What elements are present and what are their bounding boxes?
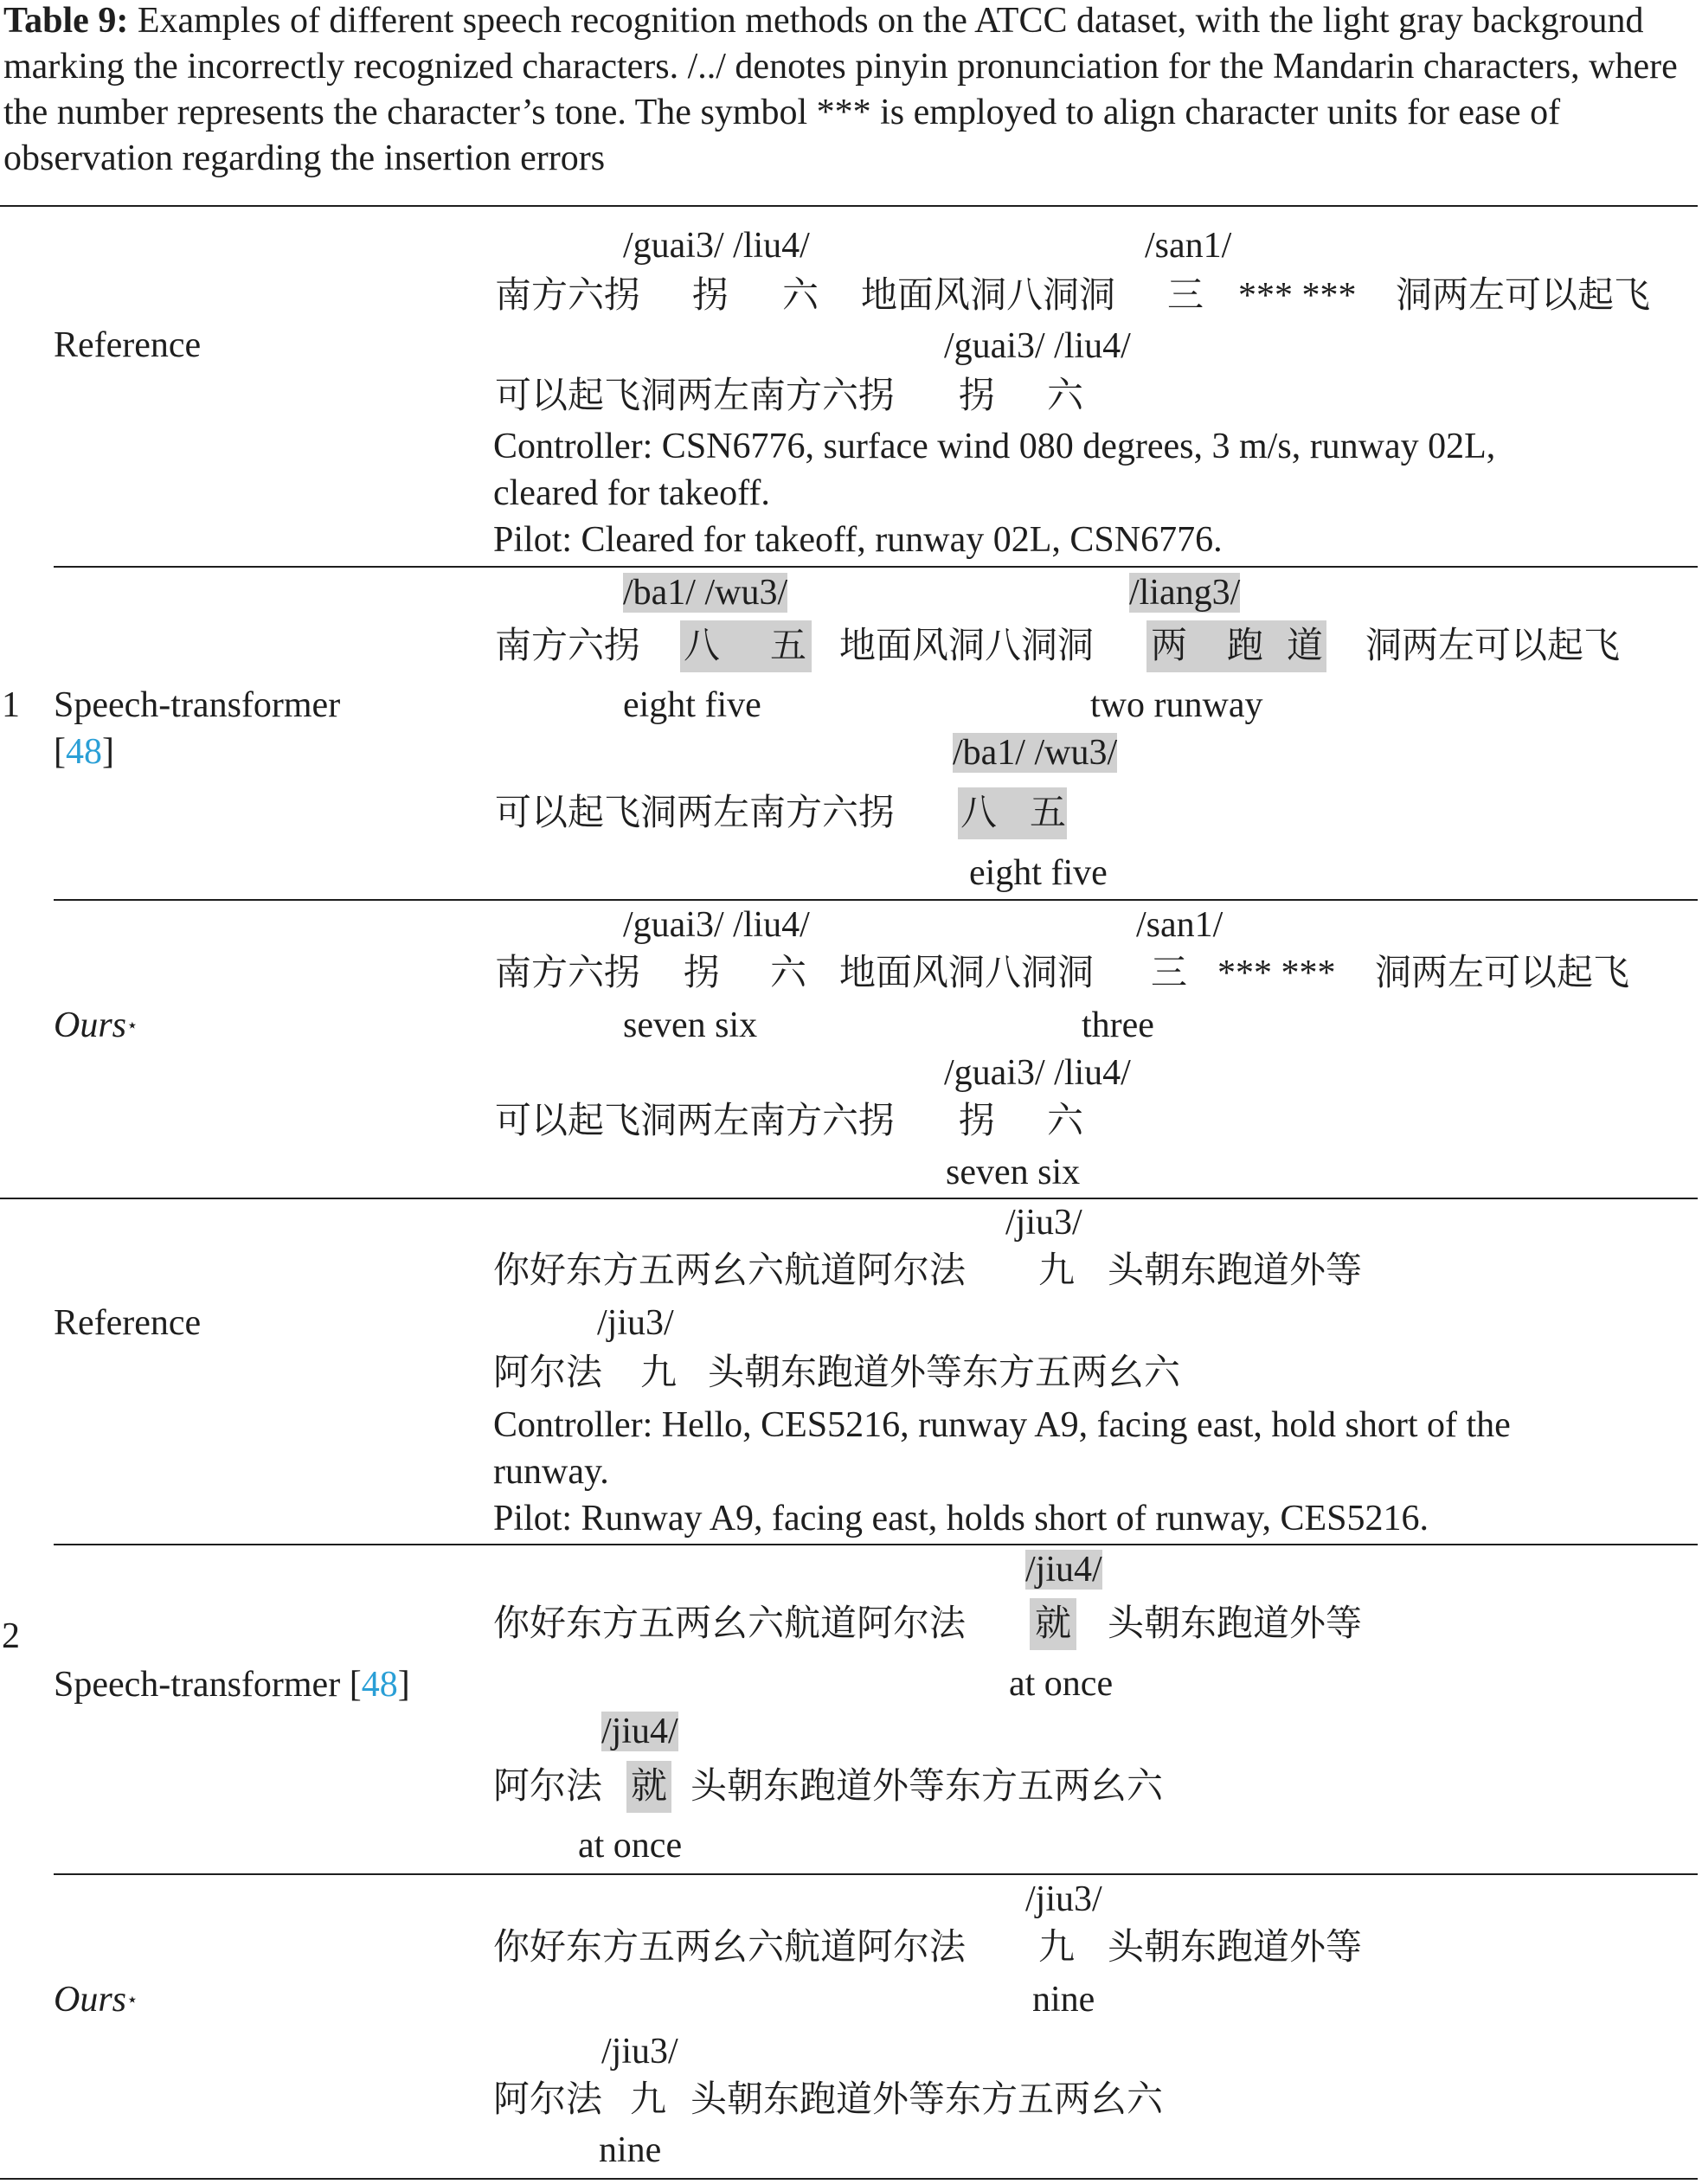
pinyin-error [601, 1710, 678, 1753]
pinyin: /guai3/ /liu4/ [623, 226, 810, 266]
table-bottom-rule [0, 2178, 1698, 2180]
group-number: 1 [2, 685, 20, 725]
english-gloss: nine [1032, 1980, 1095, 2020]
english-transcript: Pilot: Runway A9, facing east, holds short of runway, CES5216. [493, 1499, 1429, 1538]
error-highlight: /jiu4/ [601, 1712, 678, 1751]
mandarin-char-error: 就 [1035, 1604, 1072, 1644]
error-highlight: /liang3/ [1129, 573, 1241, 613]
mandarin-text: 南方六拐 [495, 954, 641, 993]
citation-link[interactable]: 48 [361, 1665, 398, 1705]
english-gloss: seven six [946, 1153, 1081, 1192]
mandarin-text: 头朝东跑道外等 [1108, 1604, 1363, 1644]
mandarin-text: 地面风洞八洞洞 [839, 954, 1095, 993]
mandarin-text: 洞两左可以起飞 [1396, 276, 1651, 316]
english-gloss: two runway [1090, 685, 1263, 725]
row-divider [54, 566, 1698, 568]
mandarin-char-error: 八 [684, 626, 721, 666]
mandarin-char-error: 两 [1151, 626, 1188, 666]
english-gloss: eight five [969, 853, 1108, 893]
mandarin-char: 三 [1151, 954, 1188, 993]
mandarin-char: 九 [630, 2080, 667, 2120]
mandarin-char-error: 五 [1030, 793, 1067, 833]
table-caption [3, 0, 1695, 182]
row-divider [54, 1873, 1698, 1875]
group-divider [0, 1198, 1698, 1199]
method-name: Speech-transformer [54, 1665, 341, 1705]
pinyin: /san1/ [1136, 905, 1224, 945]
mandarin-text: 可以起飞洞两左南方六拐 [495, 1102, 896, 1141]
mandarin-char-error: 就 [631, 1767, 668, 1807]
mandarin-char-error: 跑 [1227, 626, 1264, 666]
caption-text: Examples of different speech recognition methods on the ATCC dataset, with the light gray background marking the incorrectly recognized characters. /../ denotes pinyin pronunciation for the Mandarin characters, where the number represents the character’s tone. The symbol *** is employed to align character units for ease of observation regarding the insertion errors [3, 1, 1678, 178]
mandarin-text: 阿尔法 [493, 1353, 603, 1393]
mandarin-text: 可以起飞洞两左南方六拐 [495, 376, 896, 416]
pinyin: /jiu3/ [597, 1303, 674, 1343]
mandarin-text: 洞两左可以起飞 [1365, 626, 1621, 666]
mandarin-char-error: 道 [1287, 626, 1324, 666]
mandarin-text: 南方六拐 [495, 626, 641, 666]
group-number: 2 [2, 1616, 20, 1656]
english-transcript: Pilot: Cleared for takeoff, runway 02L, CSN6776. [493, 520, 1223, 560]
mandarin-char: 拐 [959, 376, 996, 416]
mandarin-text: 头朝东跑道外等东方五两幺六 [690, 2080, 1164, 2120]
english-transcript: runway. [493, 1452, 609, 1492]
mandarin-text: 头朝东跑道外等 [1108, 1928, 1363, 1968]
star-mark: ⋆ [126, 1988, 138, 2010]
english-transcript: Controller: Hello, CES5216, runway A9, facing east, hold short of the [493, 1405, 1511, 1445]
pinyin: /jiu3/ [1005, 1203, 1082, 1243]
mandarin-char: 三 [1167, 276, 1204, 316]
method-label-reference: Reference [54, 1303, 202, 1343]
mandarin-text: 阿尔法 [493, 1767, 603, 1807]
english-transcript: cleared for takeoff. [493, 473, 770, 513]
method-label-ours [54, 1978, 138, 2021]
mandarin-text: 你好东方五两幺六航道阿尔法 [493, 1604, 967, 1644]
mandarin-text: 南方六拐 [495, 276, 641, 316]
english-gloss: three [1082, 1005, 1154, 1045]
insertion-placeholder: *** *** [1238, 276, 1357, 316]
mandarin-char: 九 [640, 1353, 678, 1393]
english-gloss: at once [1009, 1664, 1114, 1704]
pinyin: /guai3/ /liu4/ [623, 905, 810, 945]
mandarin-char: 六 [1047, 1102, 1084, 1141]
pinyin-error [623, 571, 787, 614]
insertion-placeholder: *** *** [1217, 954, 1336, 993]
pinyin-error [1129, 571, 1240, 614]
citation-link[interactable]: 48 [66, 732, 102, 772]
method-label-speech-transformer [54, 684, 340, 727]
pinyin: /jiu3/ [601, 2032, 678, 2072]
method-name: Ours [54, 1980, 127, 2020]
mandarin-text: 可以起飞洞两左南方六拐 [495, 793, 896, 833]
mandarin-char-error: 五 [770, 626, 807, 666]
pinyin-error [953, 731, 1117, 774]
mandarin-text: 头朝东跑道外等东方五两幺六 [690, 1767, 1164, 1807]
mandarin-char-error: 八 [960, 793, 998, 833]
mandarin-char: 六 [782, 276, 819, 316]
pinyin: /guai3/ /liu4/ [944, 1053, 1131, 1093]
method-name: Speech-transformer [54, 685, 341, 725]
mandarin-char: 六 [770, 954, 807, 993]
mandarin-text: 头朝东跑道外等东方五两幺六 [708, 1353, 1181, 1393]
mandarin-text: 阿尔法 [493, 2080, 603, 2120]
mandarin-char: 拐 [959, 1102, 996, 1141]
mandarin-text: 头朝东跑道外等 [1108, 1251, 1363, 1291]
english-gloss: at once [578, 1826, 683, 1866]
mandarin-text: 你好东方五两幺六航道阿尔法 [493, 1928, 967, 1968]
mandarin-char: 拐 [684, 954, 721, 993]
row-divider [54, 899, 1698, 901]
english-gloss: nine [599, 2130, 662, 2170]
mandarin-text: 地面风洞八洞洞 [839, 626, 1095, 666]
pinyin-error [1025, 1548, 1102, 1591]
mandarin-char: 九 [1038, 1251, 1076, 1291]
error-highlight: /ba1/ /wu3/ [623, 573, 788, 613]
pinyin: /jiu3/ [1025, 1879, 1102, 1919]
error-highlight: /ba1/ /wu3/ [953, 733, 1118, 773]
pinyin: /guai3/ /liu4/ [944, 326, 1131, 366]
method-label-speech-transformer: Speech-transformer [48] [54, 1665, 410, 1705]
english-transcript: Controller: CSN6776, surface wind 080 degrees, 3 m/s, runway 02L, [493, 427, 1496, 466]
error-highlight: /jiu4/ [1025, 1550, 1102, 1590]
mandarin-text: 洞两左可以起飞 [1375, 954, 1630, 993]
pinyin: /san1/ [1145, 226, 1232, 266]
english-gloss: eight five [623, 685, 761, 725]
star-mark: ⋆ [126, 1014, 138, 1036]
caption-label: Table 9: [3, 1, 129, 41]
method-name: Ours [54, 1005, 127, 1045]
method-label-ours [54, 1004, 138, 1047]
mandarin-char: 拐 [692, 276, 729, 316]
row-divider [54, 1544, 1698, 1545]
english-gloss: seven six [623, 1005, 758, 1045]
mandarin-text: 地面风洞八洞洞 [861, 276, 1116, 316]
method-label-reference: Reference [54, 325, 202, 365]
table-top-rule [0, 205, 1698, 207]
mandarin-char: 九 [1038, 1928, 1076, 1968]
citation: [48] [54, 732, 114, 772]
mandarin-text: 你好东方五两幺六航道阿尔法 [493, 1251, 967, 1291]
mandarin-char: 六 [1047, 376, 1084, 416]
